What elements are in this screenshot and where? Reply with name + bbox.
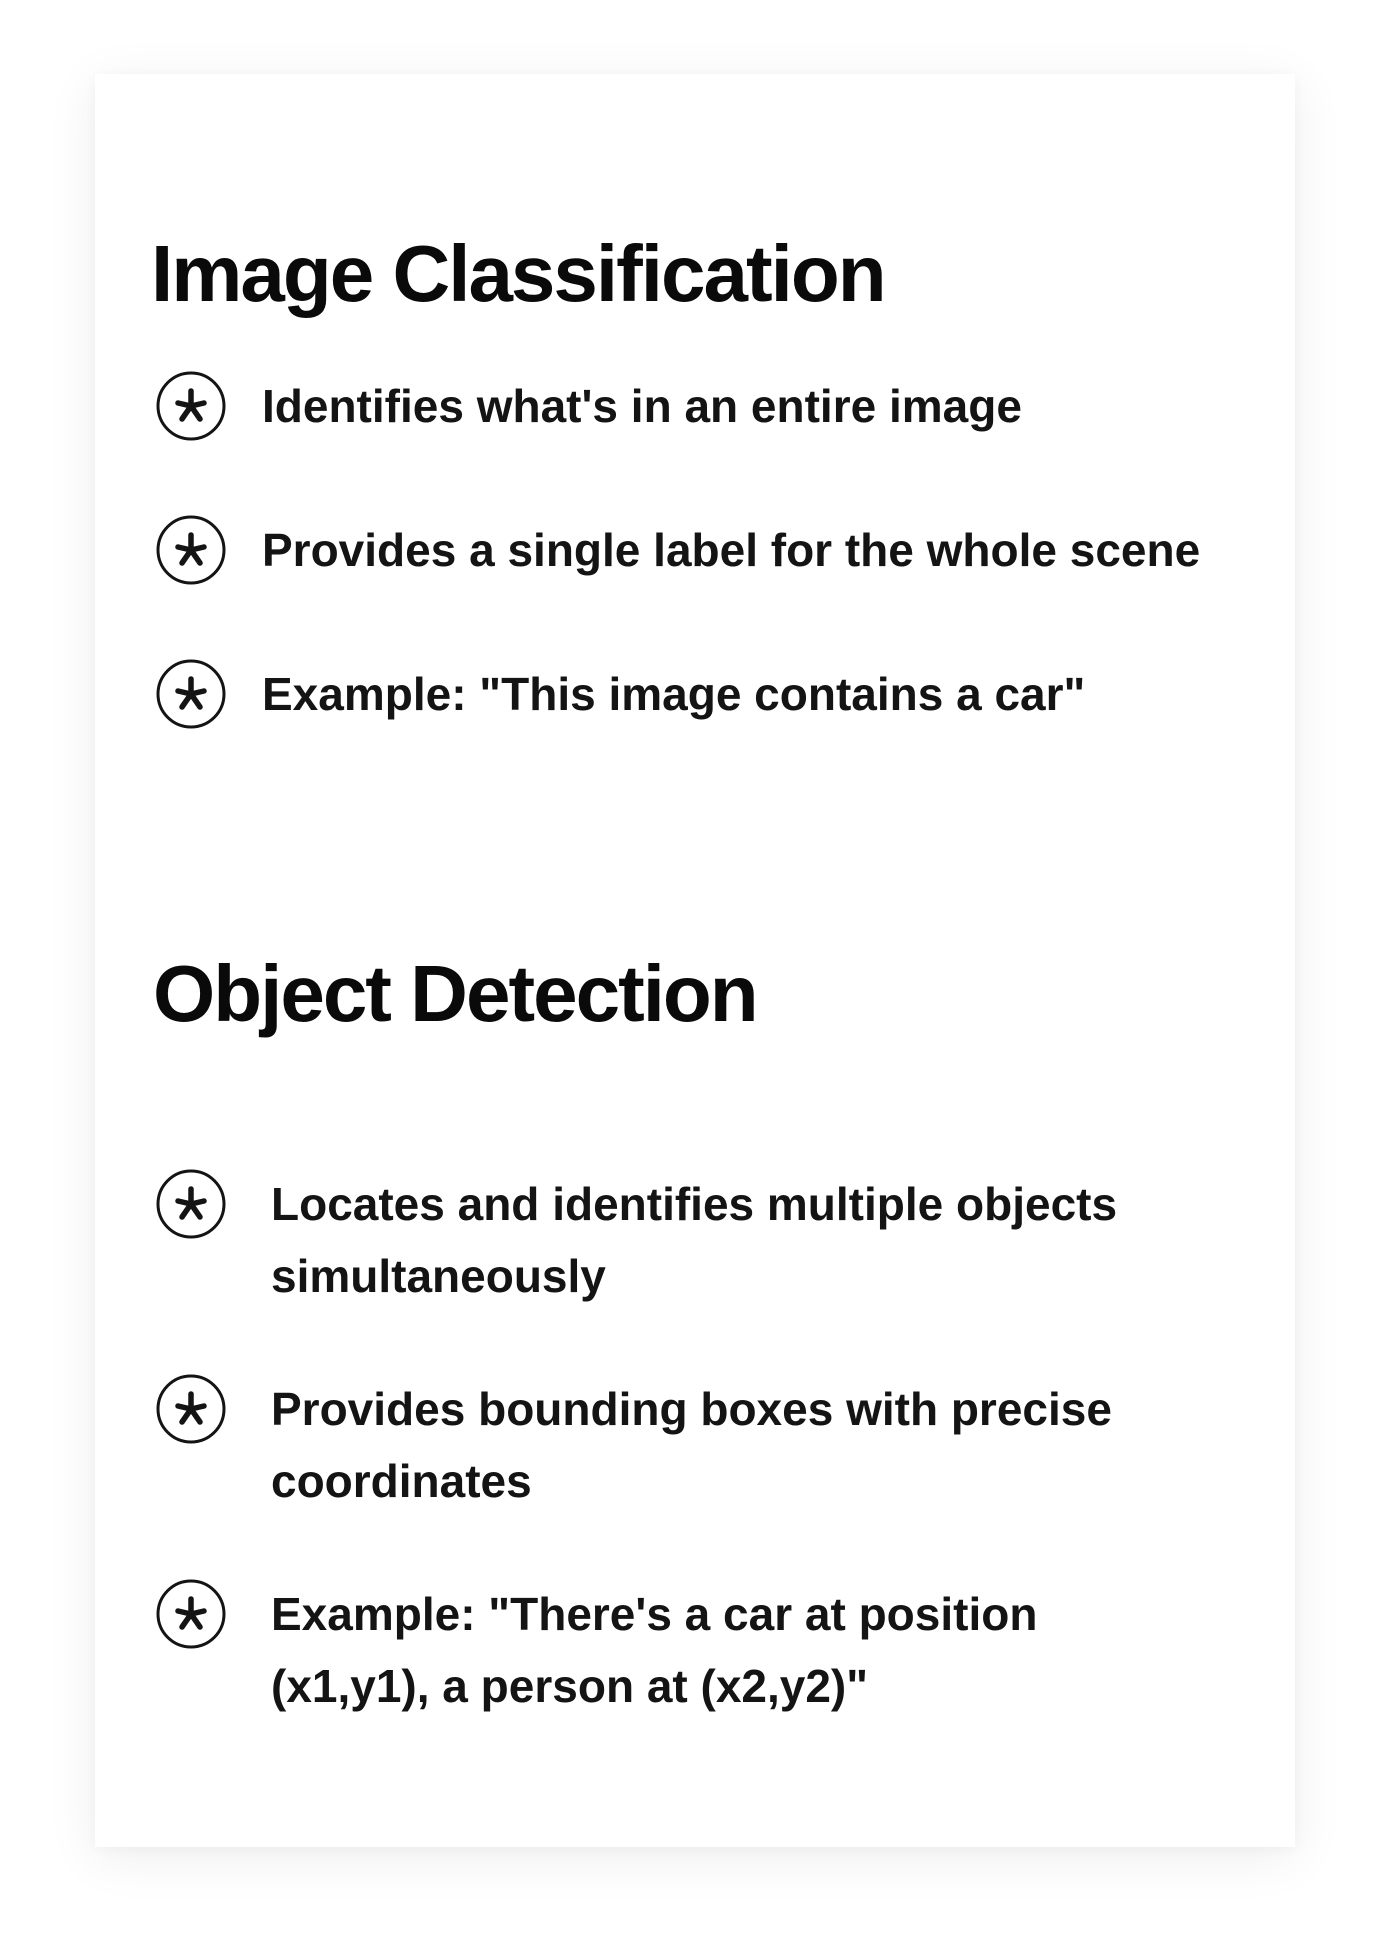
list-item [155, 370, 1022, 442]
asterisk-circle-icon [155, 370, 227, 442]
list-item [155, 514, 1200, 586]
list-item-text: Example: "This image contains a car" [262, 668, 1086, 720]
list-item-text: Provides a single label for the whole scene [262, 524, 1201, 576]
asterisk-circle-icon [155, 1578, 227, 1650]
section-title-image-classification: Image Classification [151, 229, 885, 318]
list-item-text: Identifies what's in an entire image [262, 380, 1022, 432]
list-item [155, 1168, 1201, 1312]
section-title-object-detection: Object Detection [153, 949, 757, 1038]
list-item [155, 1373, 1201, 1517]
list-item-text: Example: "There's a car at position (x1,y1), a person at (x2,y2)" [271, 1588, 1038, 1712]
list-item [155, 658, 1085, 730]
asterisk-circle-icon [155, 658, 227, 730]
list-item [155, 1578, 1201, 1722]
list-item-text: Locates and identifies multiple objects simultaneously [271, 1178, 1118, 1302]
content-card [95, 74, 1295, 1847]
list-item-text: Provides bounding boxes with precise coordinates [271, 1383, 1112, 1507]
asterisk-circle-icon [155, 1168, 227, 1240]
asterisk-circle-icon [155, 514, 227, 586]
asterisk-circle-icon [155, 1373, 227, 1445]
